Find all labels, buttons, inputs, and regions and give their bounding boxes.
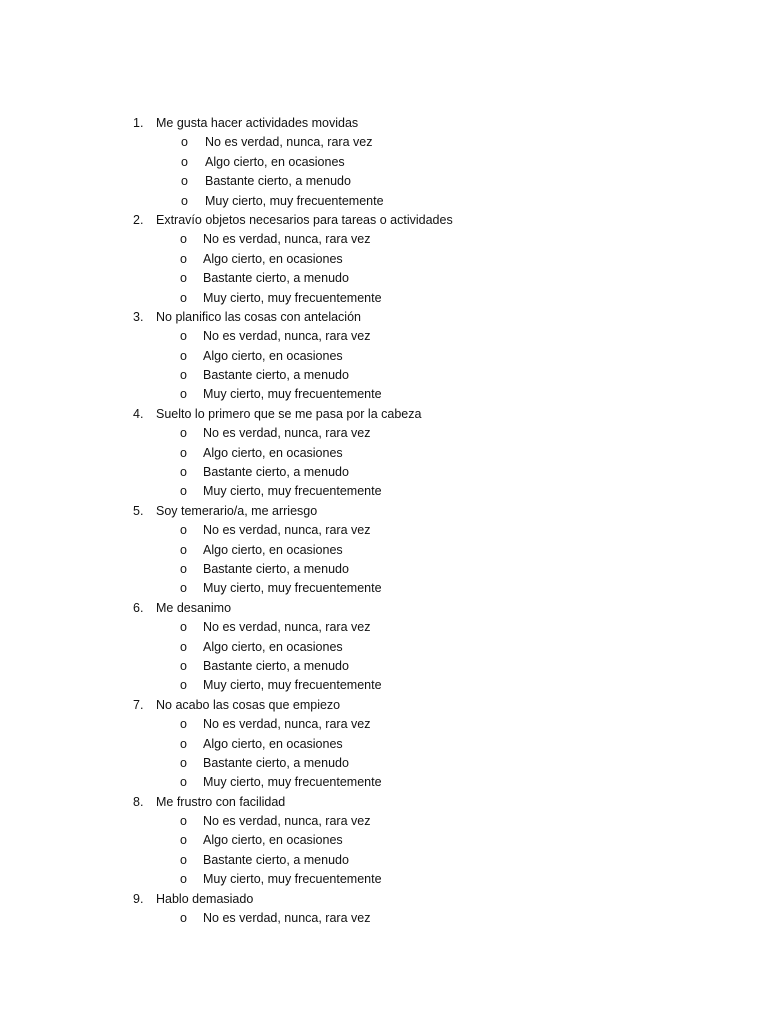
bullet-icon: o (180, 872, 187, 887)
question-text: Suelto lo primero que se me pasa por la cabeza (156, 406, 422, 421)
answer-option-text: Bastante cierto, a menudo (203, 755, 349, 770)
answer-option-text: Bastante cierto, a menudo (203, 852, 349, 867)
answer-option (0, 424, 768, 443)
bullet-icon: o (180, 290, 187, 305)
answer-option-text: No es verdad, nunca, rara vez (203, 620, 371, 635)
question-text: Soy temerario/a, me arriesgo (156, 503, 318, 518)
question-number: 9. (133, 891, 144, 906)
bullet-icon: o (180, 736, 187, 751)
question-line (0, 114, 768, 133)
bullet-icon: o (180, 911, 187, 926)
answer-option (0, 230, 768, 249)
bullet-icon: o (180, 717, 187, 732)
answer-option (0, 676, 768, 695)
answer-option (0, 327, 768, 346)
answer-option-text: Bastante cierto, a menudo (205, 174, 351, 189)
bullet-icon: o (180, 329, 187, 344)
bullet-icon: o (180, 620, 187, 635)
question-item (0, 114, 768, 211)
bullet-icon: o (180, 542, 187, 557)
answer-option-text: No es verdad, nunca, rara vez (203, 911, 371, 926)
answer-option-text: Algo cierto, en ocasiones (203, 251, 343, 266)
answer-option (0, 735, 768, 754)
answer-option (0, 521, 768, 540)
answer-option-text: Algo cierto, en ocasiones (203, 348, 343, 363)
bullet-icon: o (180, 852, 187, 867)
question-item (0, 599, 768, 696)
answer-option-text: Bastante cierto, a menudo (203, 271, 349, 286)
answer-option-text: Muy cierto, muy frecuentemente (203, 290, 382, 305)
answer-option-text: No es verdad, nunca, rara vez (203, 717, 371, 732)
answer-option-text: Bastante cierto, a menudo (203, 561, 349, 576)
bullet-icon: o (181, 193, 188, 208)
bullet-icon: o (180, 426, 187, 441)
bullet-icon: o (180, 445, 187, 460)
question-number: 7. (133, 697, 144, 712)
question-number: 8. (133, 794, 144, 809)
question-item (0, 405, 768, 502)
questionnaire-page (0, 114, 768, 928)
bullet-icon: o (180, 561, 187, 576)
question-text: Hablo demasiado (156, 891, 254, 906)
answer-option (0, 773, 768, 792)
answer-option (0, 812, 768, 831)
answer-option (0, 541, 768, 560)
answer-option-text: Muy cierto, muy frecuentemente (203, 872, 382, 887)
answer-option-text: Muy cierto, muy frecuentemente (203, 387, 382, 402)
bullet-icon: o (180, 678, 187, 693)
answer-option (0, 618, 768, 637)
question-line (0, 599, 768, 618)
answer-option-text: Muy cierto, muy frecuentemente (203, 678, 382, 693)
question-item (0, 211, 768, 308)
question-line (0, 308, 768, 327)
answer-option-text: Algo cierto, en ocasiones (203, 833, 343, 848)
bullet-icon: o (180, 271, 187, 286)
answer-option-text: Algo cierto, en ocasiones (203, 736, 343, 751)
question-text: Extravío objetos necesarios para tareas o actividades (156, 212, 453, 227)
question-item (0, 696, 768, 793)
answer-option-text: Bastante cierto, a menudo (203, 465, 349, 480)
answer-option (0, 289, 768, 308)
question-number: 1. (133, 116, 144, 130)
question-line (0, 405, 768, 424)
bullet-icon: o (180, 814, 187, 829)
bullet-icon: o (180, 484, 187, 499)
answer-option-text: No es verdad, nunca, rara vez (203, 523, 371, 538)
bullet-icon: o (180, 348, 187, 363)
question-line (0, 211, 768, 230)
bullet-icon: o (180, 581, 187, 596)
bullet-icon: o (180, 465, 187, 480)
bullet-icon: o (180, 775, 187, 790)
answer-option (0, 579, 768, 598)
question-number: 3. (133, 309, 144, 324)
answer-option-text: Muy cierto, muy frecuentemente (203, 484, 382, 499)
question-text: No planifico las cosas con antelación (156, 309, 361, 324)
question-text: Me frustro con facilidad (156, 794, 286, 809)
bullet-icon: o (180, 658, 187, 673)
question-number: 5. (133, 503, 144, 518)
answer-option-text: Bastante cierto, a menudo (203, 368, 349, 383)
answer-option-text: Muy cierto, muy frecuentemente (203, 775, 382, 790)
question-text: Me gusta hacer actividades movidas (156, 116, 359, 130)
question-item (0, 793, 768, 890)
question-text: Me desanimo (156, 600, 232, 615)
answer-option (0, 366, 768, 385)
bullet-icon: o (180, 368, 187, 383)
answer-option (0, 870, 768, 889)
question-line (0, 890, 768, 909)
answer-option-text: Algo cierto, en ocasiones (205, 154, 345, 169)
answer-option (0, 482, 768, 501)
answer-option-text: Algo cierto, en ocasiones (203, 542, 343, 557)
answer-option (0, 831, 768, 850)
bullet-icon: o (181, 174, 188, 189)
answer-option (0, 657, 768, 676)
question-line (0, 502, 768, 521)
question-item (0, 890, 768, 929)
question-item (0, 502, 768, 599)
answer-option-text: No es verdad, nunca, rara vez (203, 232, 371, 247)
answer-option (0, 851, 768, 870)
answer-option (0, 250, 768, 269)
answer-option (0, 172, 768, 191)
answer-option-text: Algo cierto, en ocasiones (203, 445, 343, 460)
bullet-icon: o (180, 833, 187, 848)
question-line (0, 793, 768, 812)
answer-option-text: No es verdad, nunca, rara vez (205, 135, 373, 150)
answer-option-text: No es verdad, nunca, rara vez (203, 814, 371, 829)
answer-option (0, 133, 768, 152)
bullet-icon: o (180, 387, 187, 402)
bullet-icon: o (180, 755, 187, 770)
answer-option (0, 638, 768, 657)
answer-option-text: Bastante cierto, a menudo (203, 658, 349, 673)
answer-option-text: Muy cierto, muy frecuentemente (205, 193, 384, 208)
answer-option (0, 347, 768, 366)
bullet-icon: o (180, 232, 187, 247)
question-line (0, 696, 768, 715)
answer-option (0, 560, 768, 579)
answer-option-text: No es verdad, nunca, rara vez (203, 329, 371, 344)
bullet-icon: o (180, 251, 187, 266)
answer-option (0, 269, 768, 288)
question-text: No acabo las cosas que empiezo (156, 697, 341, 712)
answer-option (0, 153, 768, 172)
answer-option (0, 909, 768, 928)
question-number: 4. (133, 406, 144, 421)
bullet-icon: o (181, 135, 188, 150)
answer-option (0, 385, 768, 404)
answer-option-text: No es verdad, nunca, rara vez (203, 426, 371, 441)
bullet-icon: o (180, 639, 187, 654)
answer-option (0, 192, 768, 211)
answer-option-text: Muy cierto, muy frecuentemente (203, 581, 382, 596)
answer-option-text: Algo cierto, en ocasiones (203, 639, 343, 654)
answer-option (0, 444, 768, 463)
bullet-icon: o (181, 154, 188, 169)
answer-option (0, 715, 768, 734)
answer-option (0, 463, 768, 482)
question-item (0, 308, 768, 405)
answer-option (0, 754, 768, 773)
bullet-icon: o (180, 523, 187, 538)
question-number: 2. (133, 212, 144, 227)
question-number: 6. (133, 600, 144, 615)
